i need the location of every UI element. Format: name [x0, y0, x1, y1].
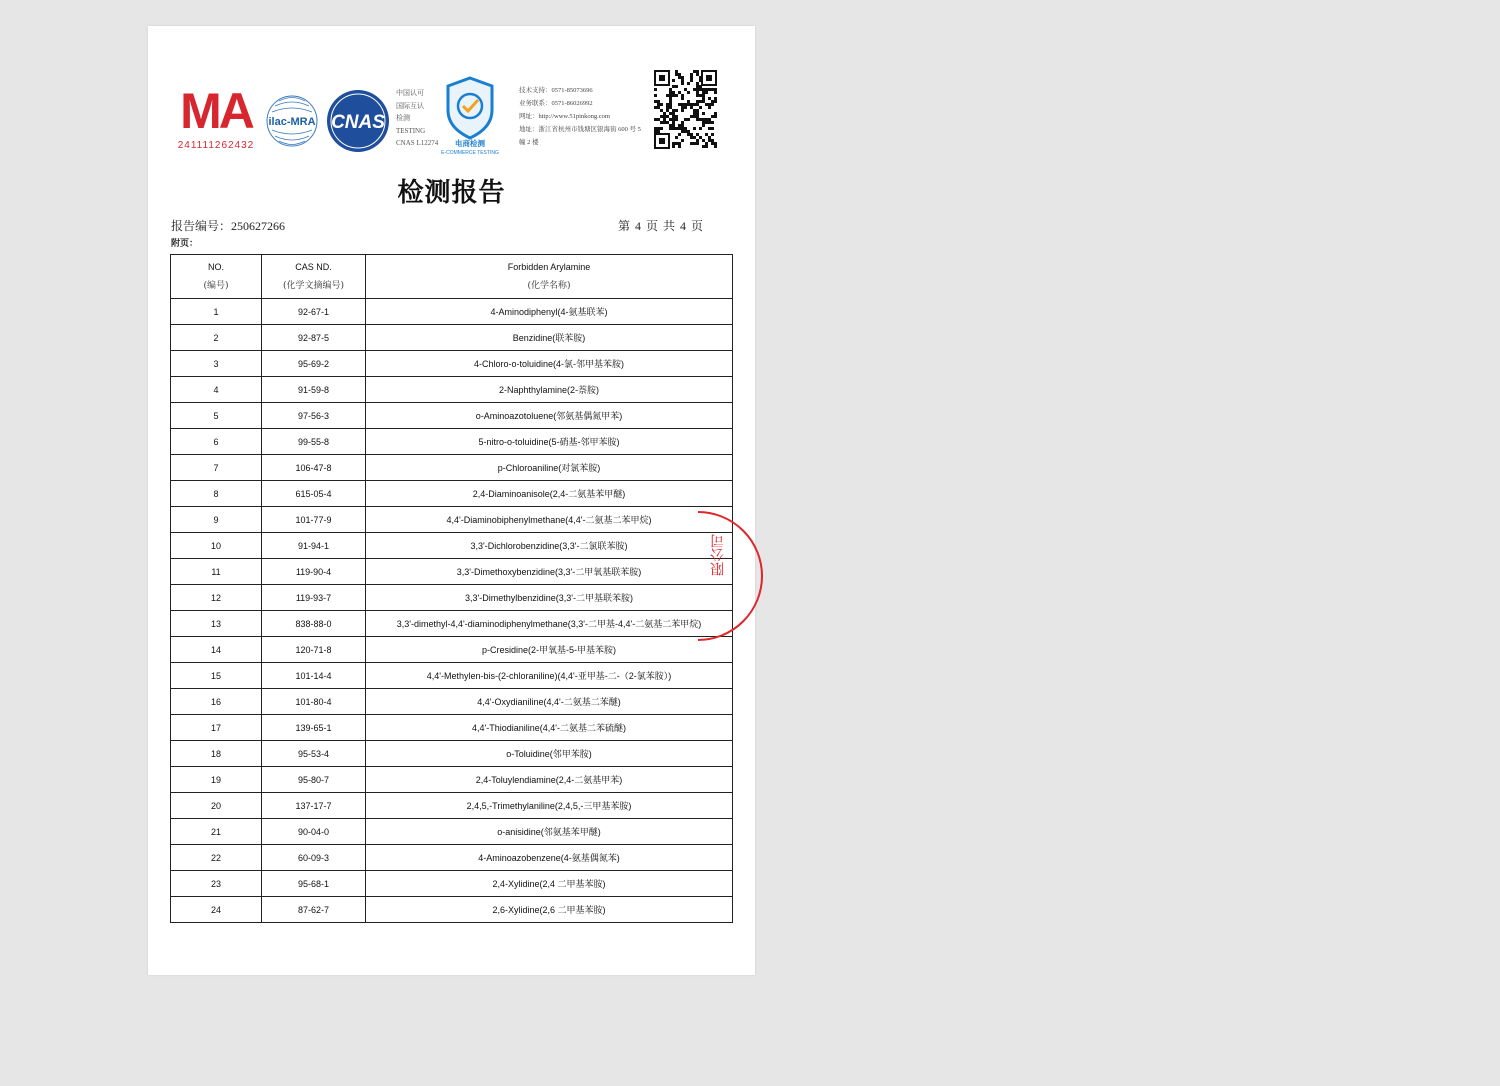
cma-logo	[176, 82, 256, 154]
ecommerce-logo-cn: 电商检测	[455, 139, 485, 148]
cnas-line: TESTING	[396, 126, 426, 135]
row-cas-cell: 99-55-8	[262, 429, 366, 455]
row-no-cell: 11	[171, 559, 262, 585]
row-no-cell: 12	[171, 585, 262, 611]
table-row	[171, 715, 733, 741]
contact-line: 网址：http://www.51pinkong.com	[519, 113, 610, 120]
table-row	[171, 325, 733, 351]
row-no-cell: 18	[171, 741, 262, 767]
table-body	[171, 299, 733, 923]
table-row	[171, 351, 733, 377]
header-cas-cn: (化学文摘编号)	[282, 280, 345, 291]
cma-logo-text: MA	[180, 83, 252, 139]
row-cas-cell: 119-93-7	[262, 585, 366, 611]
table-row	[171, 377, 733, 403]
row-name-cell: 4-Aminoazobenzene(4-氨基偶氮苯)	[366, 845, 733, 871]
table-row	[171, 403, 733, 429]
row-cas-cell: 95-68-1	[262, 871, 366, 897]
header-cas-label: CAS ND.	[295, 261, 332, 272]
row-name-cell: 3,3'-Dimethylbenzidine(3,3'-二甲基联苯胺)	[366, 585, 733, 611]
row-name-cell: p-Chloroaniline(对氯苯胺)	[366, 455, 733, 481]
row-cas-cell: 91-94-1	[262, 533, 366, 559]
cnas-line: CNAS L12274	[396, 139, 439, 147]
table-row	[171, 793, 733, 819]
row-no-cell: 13	[171, 611, 262, 637]
table-row	[171, 663, 733, 689]
row-cas-cell: 92-87-5	[262, 325, 366, 351]
row-name-cell: 3,3'-Dimethoxybenzidine(3,3'-二甲氧基联苯胺)	[366, 559, 733, 585]
contact-line: 幢 2 楼	[519, 139, 539, 146]
row-name-cell: 2-Naphthylamine(2-萘胺)	[366, 377, 733, 403]
table-row	[171, 299, 733, 325]
table-row	[171, 845, 733, 871]
header-name-cn: (化学名称)	[527, 280, 571, 291]
row-cas-cell: 95-53-4	[262, 741, 366, 767]
row-name-cell: 2,4-Toluylendiamine(2,4-二氨基甲苯)	[366, 767, 733, 793]
report-number: 报告编号：250627266	[171, 219, 286, 233]
row-cas-cell: 91-59-8	[262, 377, 366, 403]
cnas-logo	[325, 88, 391, 154]
row-no-cell: 9	[171, 507, 262, 533]
row-no-cell: 7	[171, 455, 262, 481]
row-name-cell: o-anisidine(邻氨基苯甲醚)	[366, 819, 733, 845]
table-row	[171, 533, 733, 559]
header-no-label: NO.	[207, 261, 224, 272]
contact-info	[519, 84, 647, 149]
row-cas-cell: 95-69-2	[262, 351, 366, 377]
row-cas-cell: 97-56-3	[262, 403, 366, 429]
row-cas-cell: 137-17-7	[262, 793, 366, 819]
row-cas-cell: 106-47-8	[262, 455, 366, 481]
table-row	[171, 585, 733, 611]
page-number: 第 4 页 共 4 页	[618, 219, 705, 233]
table-row	[171, 559, 733, 585]
row-cas-cell: 615-05-4	[262, 481, 366, 507]
row-name-cell: p-Cresidine(2-甲氧基-5-甲基苯胺)	[366, 637, 733, 663]
ecommerce-logo-en: E-COMMERCE TESTING	[441, 150, 499, 156]
row-cas-cell: 92-67-1	[262, 299, 366, 325]
row-no-cell: 19	[171, 767, 262, 793]
row-name-cell: 5-nitro-o-toluidine(5-硝基-邻甲苯胺)	[366, 429, 733, 455]
row-name-cell: 4-Chloro-o-toluidine(4-氯-邻甲基苯胺)	[366, 351, 733, 377]
row-no-cell: 24	[171, 897, 262, 923]
row-no-cell: 3	[171, 351, 262, 377]
cnas-logo-text: CNAS	[331, 112, 385, 133]
row-no-cell: 20	[171, 793, 262, 819]
contact-line: 业务联系：0571-86026992	[519, 100, 593, 107]
seal-text: 限公司	[710, 534, 726, 576]
row-no-cell: 10	[171, 533, 262, 559]
row-no-cell: 4	[171, 377, 262, 403]
row-cas-cell: 87-62-7	[262, 897, 366, 923]
row-no-cell: 22	[171, 845, 262, 871]
row-cas-cell: 60-09-3	[262, 845, 366, 871]
table-row	[171, 741, 733, 767]
table-row	[171, 897, 733, 923]
table-row	[171, 611, 733, 637]
row-no-cell: 16	[171, 689, 262, 715]
row-name-cell: 2,4,5,-Trimethylaniline(2,4,5,-三甲基苯胺)	[366, 793, 733, 819]
row-name-cell: 4,4'-Thiodianiline(4,4'-二氨基二苯硫醚)	[366, 715, 733, 741]
table-row	[171, 481, 733, 507]
row-name-cell: 4,4'-Oxydianiline(4,4'-二氨基二苯醚)	[366, 689, 733, 715]
ilac-logo-text: ilac-MRA	[268, 116, 316, 128]
header-no-cn: (编号)	[203, 280, 229, 291]
row-cas-cell: 838-88-0	[262, 611, 366, 637]
row-no-cell: 5	[171, 403, 262, 429]
row-name-cell: Benzidine(联苯胺)	[366, 325, 733, 351]
row-cas-cell: 119-90-4	[262, 559, 366, 585]
table-row	[171, 429, 733, 455]
ilac-mra-logo	[265, 86, 319, 156]
row-name-cell: o-Aminoazotoluene(邻氨基偶氮甲苯)	[366, 403, 733, 429]
row-no-cell: 15	[171, 663, 262, 689]
row-name-cell: 2,6-Xylidine(2,6 二甲基苯胺)	[366, 897, 733, 923]
header-no	[171, 255, 262, 299]
row-no-cell: 14	[171, 637, 262, 663]
row-name-cell: 3,3'-Dichlorobenzidine(3,3'-二氯联苯胺)	[366, 533, 733, 559]
cma-number: 241111262432	[177, 140, 255, 151]
contact-line: 地址：浙江省杭州市钱塘区银海街 600 号 5	[519, 126, 641, 133]
row-name-cell: 4,4'-Diaminobiphenylmethane(4,4'-二氨基二苯甲烷)	[366, 507, 733, 533]
table-row	[171, 637, 733, 663]
header-name-label: Forbidden Arylamine	[507, 261, 591, 272]
row-cas-cell: 90-04-0	[262, 819, 366, 845]
arylamine-table	[170, 254, 733, 923]
row-no-cell: 8	[171, 481, 262, 507]
header-cas	[262, 255, 366, 299]
report-page	[148, 26, 755, 975]
table-row	[171, 689, 733, 715]
contact-line: 技术支持：0571-85073696	[519, 87, 593, 94]
table-row	[171, 871, 733, 897]
table-row	[171, 455, 733, 481]
table-header-row	[171, 255, 733, 299]
row-cas-cell: 101-80-4	[262, 689, 366, 715]
cnas-line: 中国认可	[396, 89, 424, 97]
table-row	[171, 767, 733, 793]
row-cas-cell: 101-14-4	[262, 663, 366, 689]
ecommerce-testing-logo	[438, 76, 502, 156]
row-no-cell: 2	[171, 325, 262, 351]
row-name-cell: 4-Aminodiphenyl(4-氨基联苯)	[366, 299, 733, 325]
row-name-cell: o-Toluidine(邻甲苯胺)	[366, 741, 733, 767]
appendix-label: 附页：	[171, 239, 199, 249]
table-row	[171, 819, 733, 845]
company-seal	[696, 506, 766, 646]
row-cas-cell: 139-65-1	[262, 715, 366, 741]
row-cas-cell: 101-77-9	[262, 507, 366, 533]
table-row	[171, 507, 733, 533]
row-no-cell: 1	[171, 299, 262, 325]
row-name-cell: 2,4-Diaminoanisole(2,4-二氨基苯甲醚)	[366, 481, 733, 507]
row-no-cell: 21	[171, 819, 262, 845]
cnas-line: 国际互认	[396, 101, 424, 110]
row-no-cell: 17	[171, 715, 262, 741]
row-name-cell: 2,4-Xylidine(2,4 二甲基苯胺)	[366, 871, 733, 897]
row-no-cell: 23	[171, 871, 262, 897]
row-name-cell: 4,4'-Methylen-bis-(2-chloraniline)(4,4'-亚甲基-二-（2-氯苯胺）)	[366, 663, 733, 689]
qr-code	[654, 70, 717, 149]
row-cas-cell: 95-80-7	[262, 767, 366, 793]
row-name-cell: 3,3'-dimethyl-4,4'-diaminodiphenylmethane(3,3'-二甲基-4,4'-二氨基二苯甲烷)	[366, 611, 733, 637]
cnas-line: 检测	[396, 114, 410, 122]
row-cas-cell: 120-71-8	[262, 637, 366, 663]
report-title: 检测报告	[397, 178, 506, 208]
row-no-cell: 6	[171, 429, 262, 455]
header-name	[366, 255, 733, 299]
